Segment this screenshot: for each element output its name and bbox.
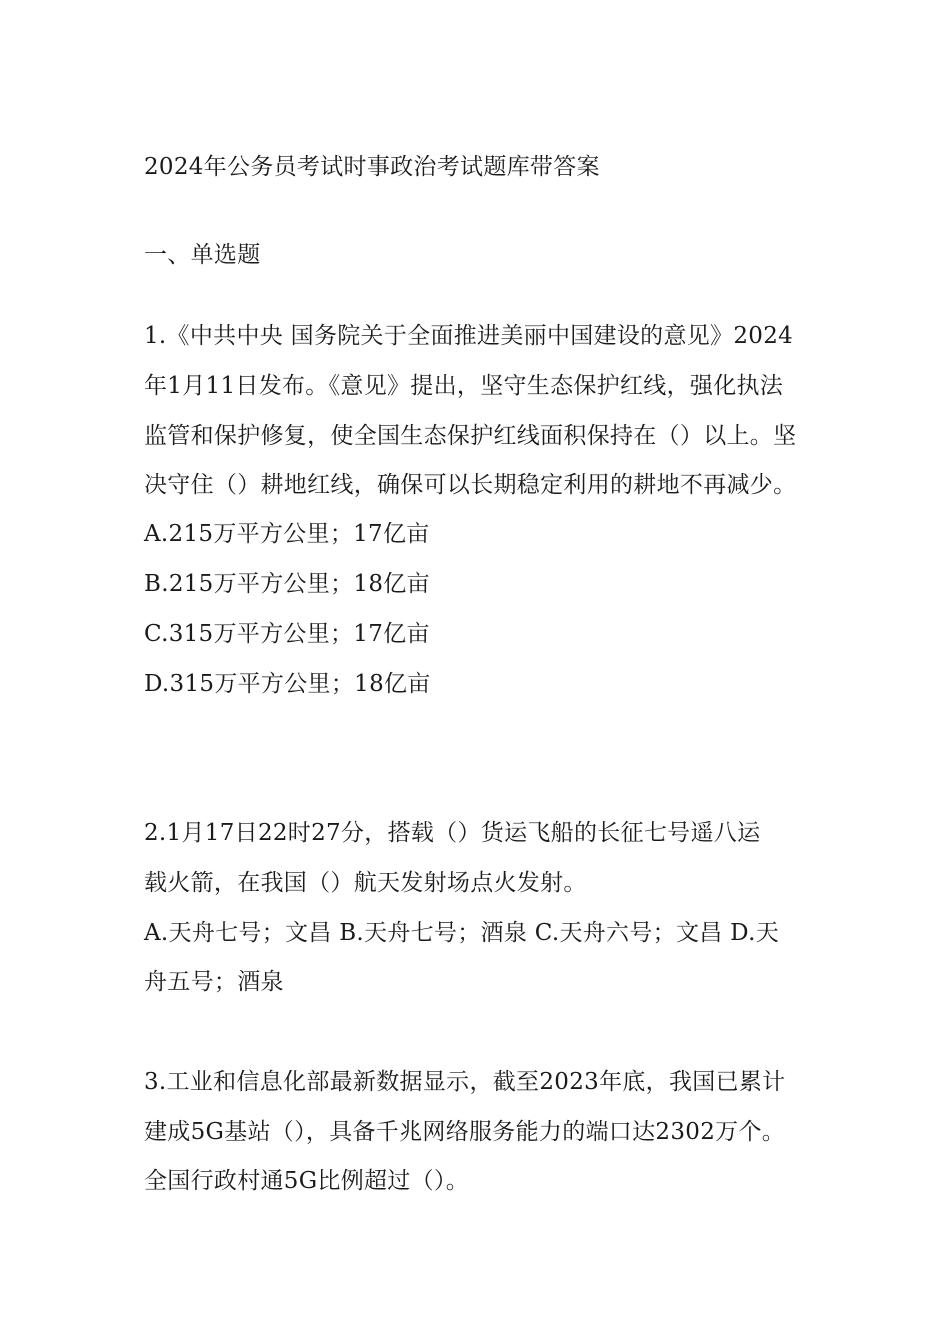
- question-text-line: 1.《中共中央 国务院关于全面推进美丽中国建设的意见》2024: [144, 323, 794, 349]
- answer-options-line: 舟五号；酒泉: [144, 969, 284, 995]
- answer-options-line: A.天舟七号；文昌 B.天舟七号；酒泉 C.天舟六号；文昌 D.天: [144, 920, 779, 946]
- answer-option-c: C.315万平方公里；17亿亩: [144, 621, 430, 647]
- question-text-line: 决守住（）耕地红线，确保可以长期稳定利用的耕地不再减少。: [144, 472, 797, 498]
- question-text-line: 监管和保护修复，使全国生态保护红线面积保持在（）以上。坚: [144, 423, 797, 449]
- question-text-line: 3.工业和信息化部最新数据显示，截至2023年底，我国已累计: [144, 1069, 786, 1095]
- question-text-line: 年1月11日发布。《意见》提出，坚守生态保护红线，强化执法: [144, 373, 784, 399]
- answer-option-a: A.215万平方公里；17亿亩: [144, 521, 430, 547]
- question-text-line: 全国行政村通5G比例超过（）。: [144, 1168, 470, 1194]
- question-text-line: 2.1月17日22时27分，搭载（）货运飞船的长征七号遥八运: [144, 820, 761, 846]
- question-text-line: 载火箭，在我国（）航天发射场点火发射。: [144, 870, 587, 896]
- document-title: 2024年公务员考试时事政治考试题库带答案: [144, 154, 600, 180]
- question-text-line: 建成5G基站（），具备千兆网络服务能力的端口达2302万个。: [144, 1119, 786, 1145]
- section-heading: 一、单选题: [144, 242, 261, 268]
- answer-option-d: D.315万平方公里；18亿亩: [144, 671, 431, 697]
- answer-option-b: B.215万平方公里；18亿亩: [144, 571, 430, 597]
